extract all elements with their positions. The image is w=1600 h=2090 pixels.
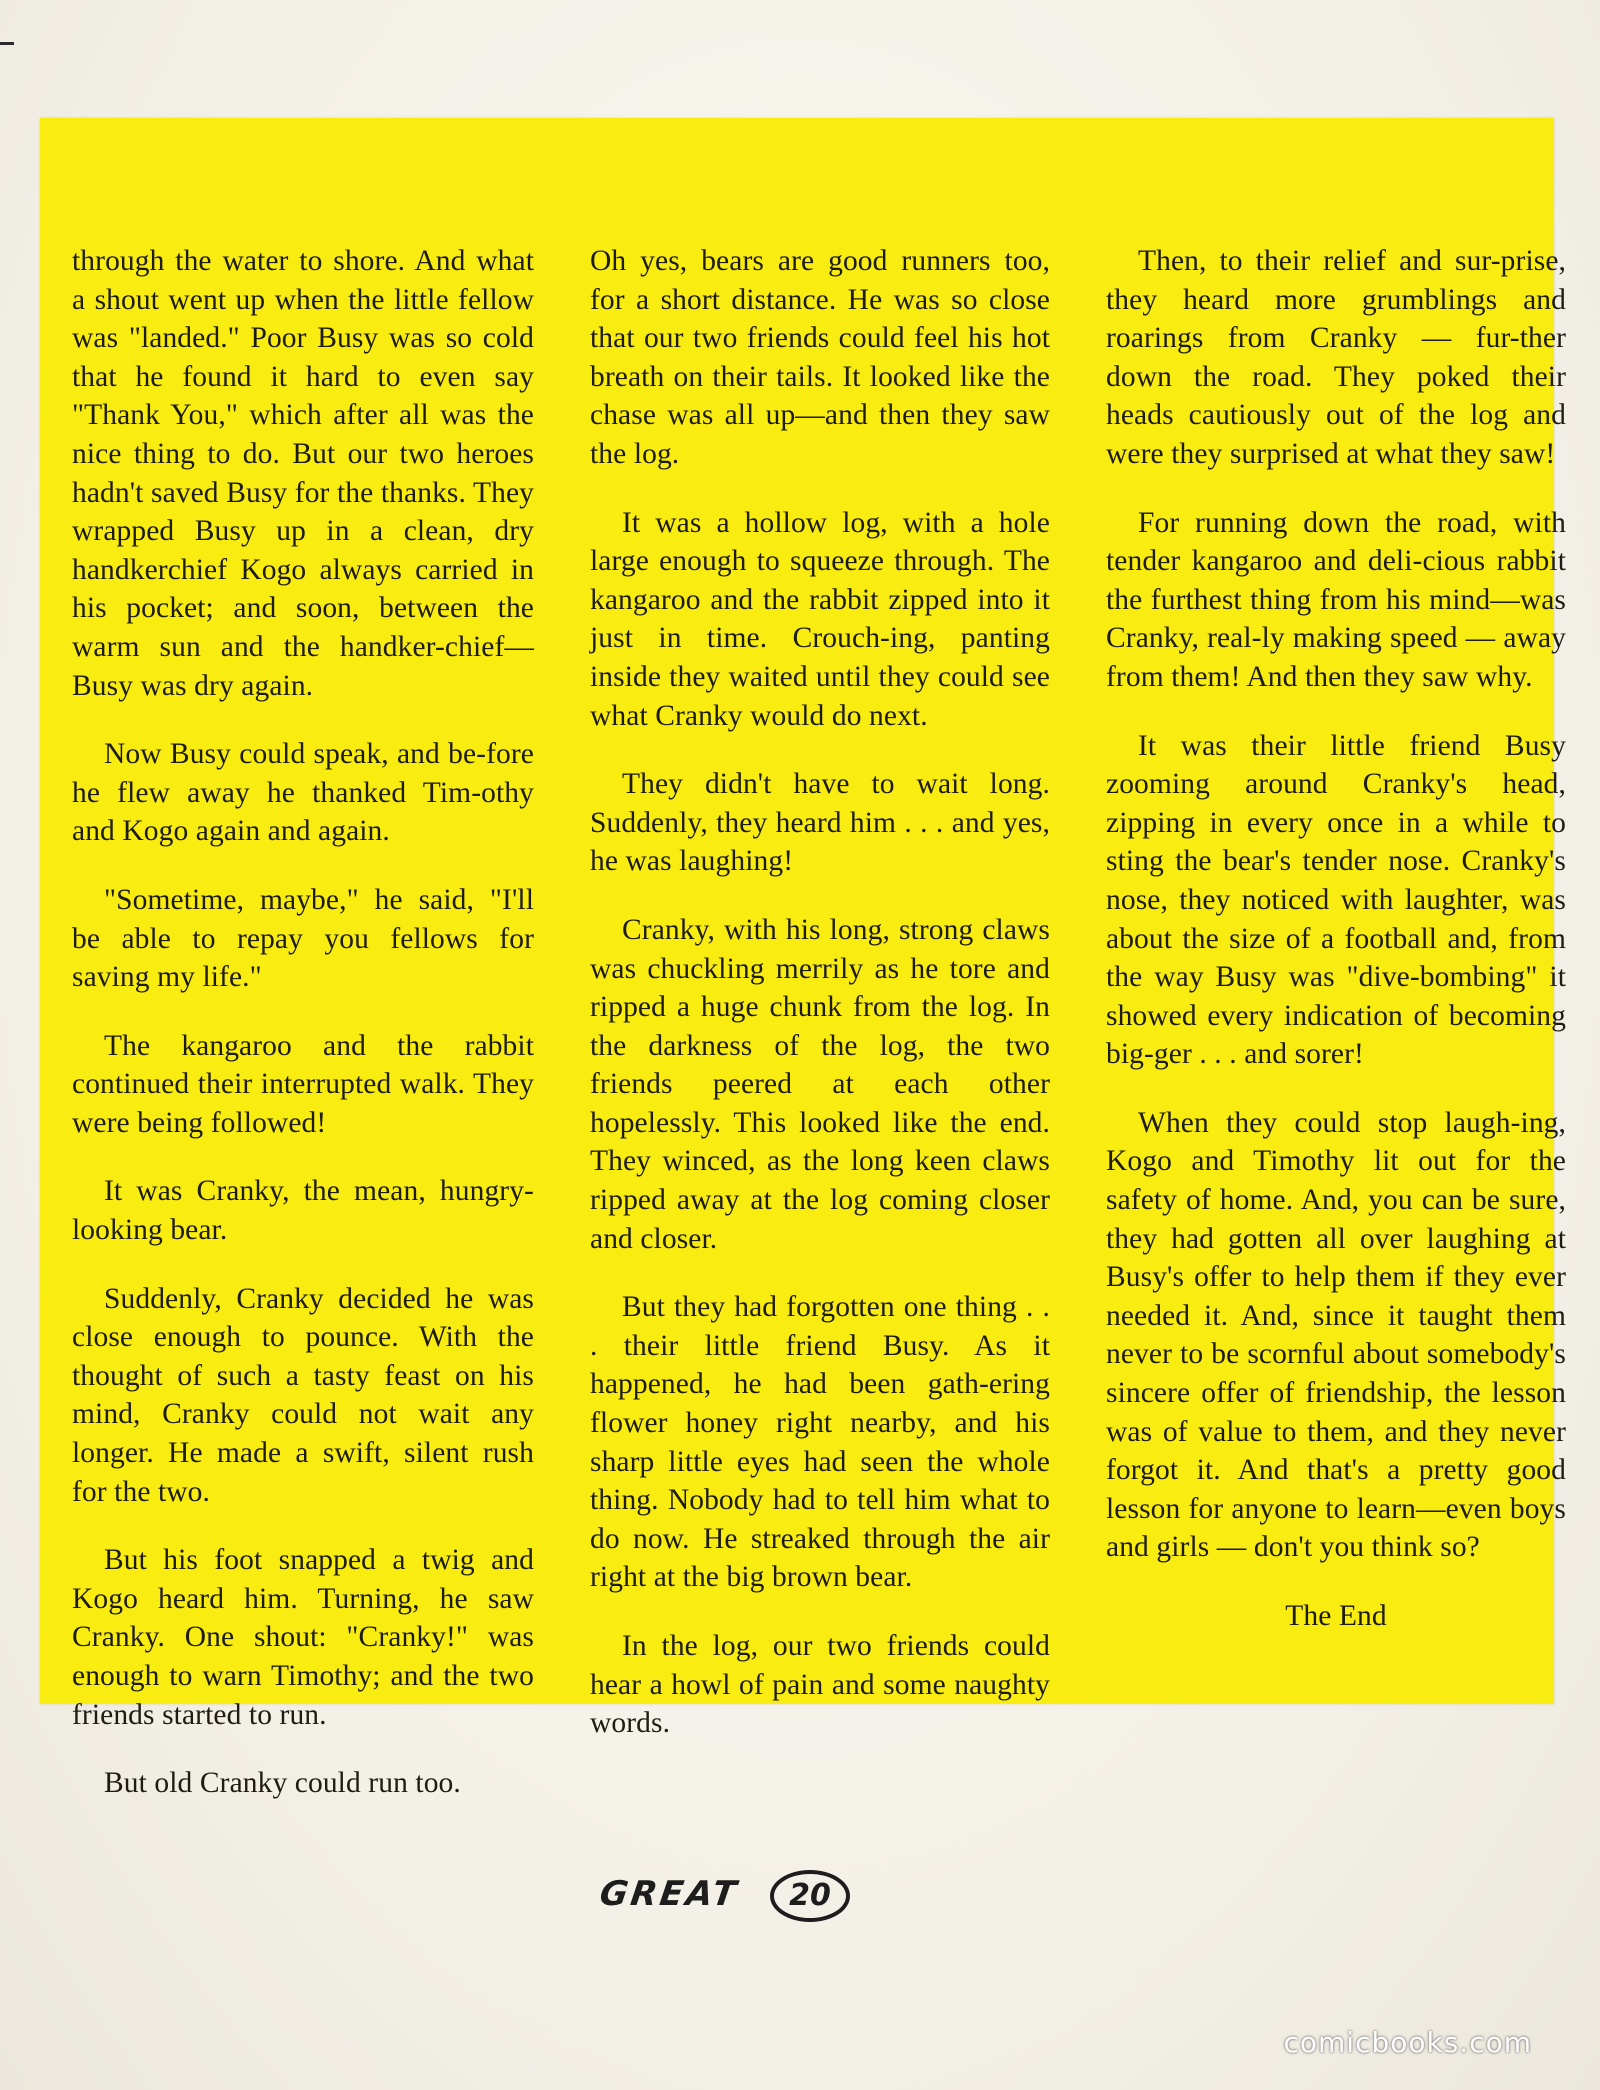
text-column-2 [590, 242, 1050, 1773]
page-number-circled: 20 [770, 1870, 850, 1922]
text-column-1 [72, 242, 534, 1833]
text-column-3 [1106, 242, 1566, 1666]
story-paragraph: It was a hollow log, with a hole large enough to squeeze through. The kangaroo and the rabbit zipped into it just in time. Crouch-ing, panting inside they waited until they could see what Cranky would do next. [590, 506, 1050, 732]
story-paragraph: Then, to their relief and sur-prise, they heard more grumblings and roarings from Cranky — fur-ther down the road. They poked their heads cautiously out of the log and were they surprised at what they saw! [1106, 245, 1566, 470]
story-paragraph: But they had forgotten one thing . . . their little friend Busy. As it happened, he had been gath-ering flower honey right nearby, and his sharp little eyes had seen the whole thing. Nobody had to tell him what to do now. He streaked through the air right at the big brown bear. [590, 1291, 1050, 1594]
story-paragraph: Suddenly, Cranky decided he was close enough to pounce. With the thought of such a tasty feast on his mind, Cranky could not wait any longer. He made a swift, silent rush for the two. [72, 1282, 534, 1508]
story-paragraph: Now Busy could speak, and be-fore he flew away he thanked Tim-othy and Kogo again and again. [72, 738, 534, 848]
signature-word: GREAT [597, 1874, 742, 1914]
story-paragraph: The kangaroo and the rabbit continued their interrupted walk. They were being followed! [72, 1029, 534, 1139]
story-paragraph: But old Cranky could run too. [104, 1767, 461, 1800]
story-paragraph: It was their little friend Busy zooming around Cranky's head, zipping in every once in a while to sting the bear's tender nose. Cranky's nose, they noticed with laughter, was about the size of a football and, from the way Busy was "dive-bombing" it showed every indication of becoming big-ger . . . and sorer! [1106, 729, 1566, 1071]
story-paragraph: Oh yes, bears are good runners too, for a short distance. He was so close that our two friends could feel his hot breath on their tails. It looked like the chase was all up—and then they saw the log. [590, 245, 1050, 470]
story-paragraph: When they could stop laugh-ing, Kogo and Timothy lit out for the safety of home. And, you can be sure, they had gotten all over laughing at Busy's offer to help them if they ever needed it. And, since it taught them never to be scornful about somebody's sincere offer of friendship, the lesson was of value to them, and they never forgot it. And that's a pretty good lesson for anyone to learn—even boys and girls — don't you think so? [1106, 1106, 1566, 1564]
the-end-label: The End [1285, 1600, 1387, 1632]
story-paragraph: "Sometime, maybe," he said, "I'll be able to repay you fellows for saving my life." [72, 883, 534, 994]
corner-mark [0, 42, 14, 45]
story-paragraph: Cranky, with his long, strong claws was chuckling merrily as he tore and ripped a huge chunk from the log. In the darkness of the log, the two friends peered at each other hopelessly. This looked like the end. They winced, as the long keen claws ripped away at the log coming closer and closer. [590, 913, 1050, 1255]
site-watermark: comicbooks.com [1283, 2026, 1532, 2059]
story-text-block [40, 118, 1566, 1800]
story-paragraph: through the water to shore. And what a shout went up when the little fellow was "landed." Poor Busy was so cold that he found it hard to even say "Thank You," which after all was the nice thing to do. But our two heroes hadn't saved Busy for the thanks. They wrapped Busy up in a clean, dry handkerchief Kogo always carried in his pocket; and soon, between the warm sun and the handker-chief—Busy was dry again. [72, 245, 534, 702]
story-paragraph: But his foot snapped a twig and Kogo heard him. Turning, he saw Cranky. One shout: "Cranky!" was enough to warn Timothy; and the two friends started to run. [72, 1544, 534, 1731]
story-paragraph: For running down the road, with tender kangaroo and deli-cious rabbit the furthest thing from his mind—was Cranky, real-ly making speed — away from them! And then they saw why. [1106, 506, 1566, 693]
story-paragraph: It was Cranky, the mean, hungry-looking bear. [72, 1175, 534, 1247]
handwritten-page-signature [597, 1870, 880, 1930]
story-paragraph: They didn't have to wait long. Suddenly, they heard him . . . and yes, he was laughing! [590, 768, 1050, 878]
story-paragraph: In the log, our two friends could hear a howl of pain and some naughty words. [590, 1630, 1050, 1740]
